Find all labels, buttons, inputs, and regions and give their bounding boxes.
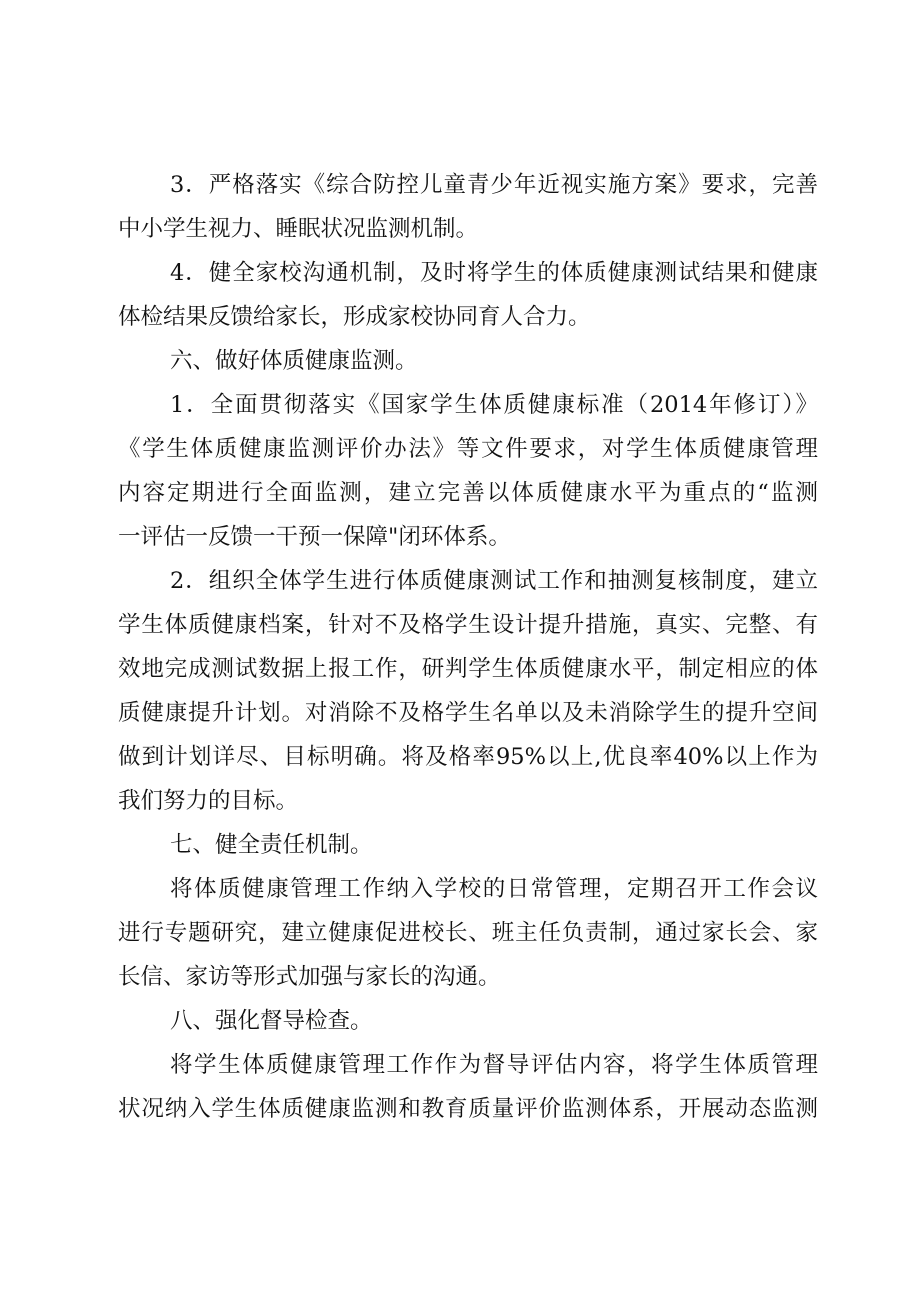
section-8-heading: 八、强化督导检查。	[170, 1008, 373, 1034]
section-6-item-2-line-3: 效地完成测试数据上报工作，研判学生体质健康水平，制定相应的体	[118, 656, 818, 682]
item-4-line-2: 体检结果反馈给家长，形成家校协同育人合力。	[118, 304, 591, 330]
section-6-item-1-line-1: 1．全面贯彻落实《国家学生体质健康标准（2014年修订）》	[170, 392, 818, 418]
item-3-line-1: 3．严格落实《综合防控儿童青少年近视实施方案》要求，完善	[170, 172, 818, 198]
section-6-item-1-line-2: 《学生体质健康监测评价办法》等文件要求，对学生体质健康管理	[118, 436, 818, 462]
section-6-item-2-line-5: 做到计划详尽、目标明确。将及格率95%以上,优良率40%以上作为	[118, 744, 818, 770]
section-7-paragraph-line-3: 长信、家访等形式加强与家长的沟通。	[118, 964, 501, 990]
section-6-item-1-line-3: 内容定期进行全面监测，建立完善以体质健康水平为重点的“监测	[118, 480, 818, 506]
section-7-paragraph-line-1: 将体质健康管理工作纳入学校的日常管理，定期召开工作会议	[170, 876, 818, 902]
section-6-item-1-line-4: 一评估一反馈一干预一保障"闭环体系。	[118, 524, 511, 550]
section-7-paragraph-line-2: 进行专题研究，建立健康促进校长、班主任负责制，通过家长会、家	[118, 920, 818, 946]
section-6-heading: 六、做好体质健康监测。	[170, 348, 418, 374]
section-6-item-2-line-2: 学生体质健康档案，针对不及格学生设计提升措施，真实、完整、有	[118, 612, 818, 638]
item-3-line-2: 中小学生视力、睡眠状况监测机制。	[118, 216, 479, 242]
section-6-item-2-line-6: 我们努力的目标。	[118, 788, 299, 814]
section-7-heading: 七、健全责任机制。	[170, 832, 373, 858]
item-4-line-1: 4．健全家校沟通机制，及时将学生的体质健康测试结果和健康	[170, 260, 818, 286]
section-6-item-2-line-1: 2．组织全体学生进行体质健康测试工作和抽测复核制度，建立	[170, 568, 818, 594]
section-8-paragraph-line-2: 状况纳入学生体质健康监测和教育质量评价监测体系，开展动态监测	[118, 1096, 818, 1122]
section-8-paragraph-line-1: 将学生体质健康管理工作作为督导评估内容，将学生体质管理	[170, 1052, 818, 1078]
section-6-item-2-line-4: 质健康提升计划。对消除不及格学生名单以及未消除学生的提升空间	[118, 700, 818, 726]
